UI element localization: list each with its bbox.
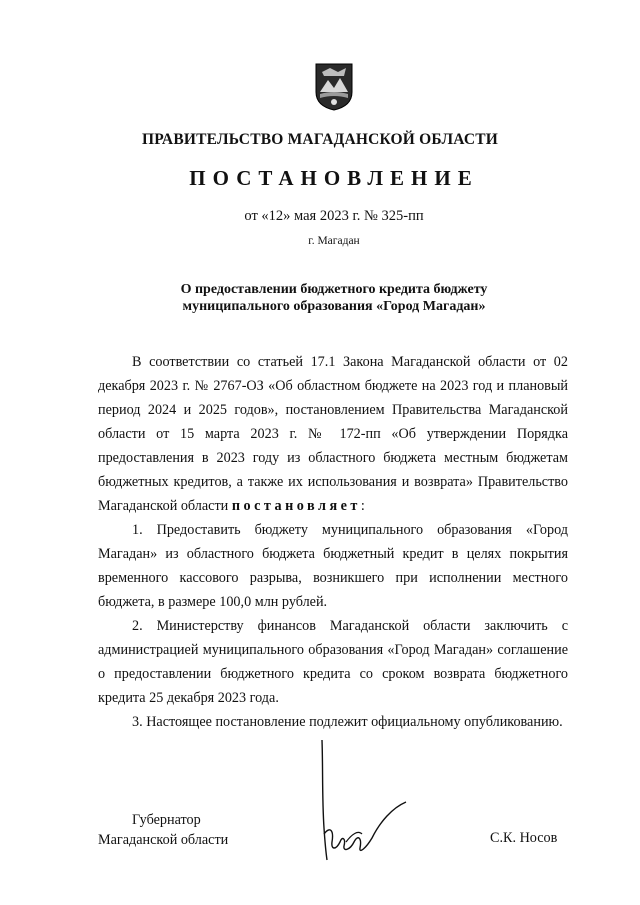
subject-line-2: муниципального образования «Город Магадан» [182, 299, 486, 314]
item-2-paragraph: 2. Министерству финансов Магаданской области заключить с администрацией муниципального образования «Город Магадан» соглашение о предоставлении бюджетного кредита со сроком возврата бюджетного кредита 25 декабря 2023 года. [98, 618, 568, 706]
item-3-paragraph: 3. Настоящее постановление подлежит официальному опубликованию. [132, 714, 563, 730]
decree-colon: : [360, 498, 365, 514]
signatory-position [98, 810, 228, 850]
handwritten-signature [300, 738, 410, 868]
document-subject [0, 281, 640, 315]
document-city: г. Магадан [308, 235, 360, 247]
document-type-title: ПОСТАНОВЛЕНИЕ [189, 166, 479, 190]
document-date-number: от «12» мая 2023 г. № 325-пп [244, 208, 424, 224]
decree-word: постановляет [231, 498, 361, 514]
signatory-name: С.К. Носов [490, 830, 558, 846]
signatory-position-line-2: Магаданской области [98, 832, 229, 848]
item-1-paragraph: 1. Предоставить бюджету муниципального образования «Город Магадан» из областного бюджета бюджетный кредит в целях покрытия временного кассового разрыва, возникшего при исполнении местного бюджета, в размере 100,0 млн рублей. [98, 522, 568, 610]
subject-line-1: О предоставлении бюджетного кредита бюджету [180, 282, 488, 297]
magadan-region-coat-of-arms-icon [314, 62, 354, 112]
signatory-position-line-1: Губернатор [132, 812, 201, 828]
preamble-text: В соответствии со статьей 17.1 Закона Магаданской области от 02 декабря 2023 г. № 2767-ОЗ «Об областном бюджете на 2023 год и плановый период 2024 и 2025 годов», постановлением Правительства Магаданской области от 15 марта 2023 г. № 172-пп «Об утверждении Порядка предоставления в 2023 году из областного бюджета местным бюджетам бюджетных кредитов, а также их использования и возврата» Правительство Магаданской области [98, 354, 568, 514]
government-title: ПРАВИТЕЛЬСТВО МАГАДАНСКОЙ ОБЛАСТИ [141, 131, 499, 148]
preamble-paragraph [98, 350, 568, 518]
document-body [98, 350, 568, 734]
